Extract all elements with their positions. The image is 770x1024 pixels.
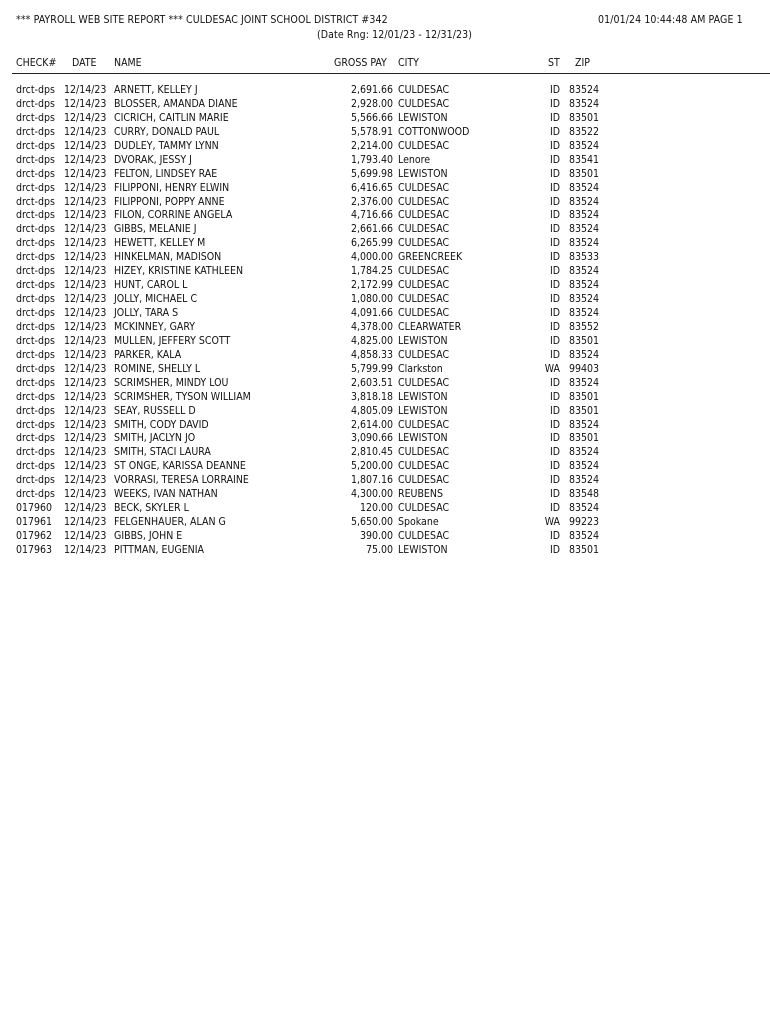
check-date-cell: 12/14/23: [64, 362, 107, 375]
zip-code-cell: 83524: [569, 181, 600, 194]
gross-pay-cell: 75.00: [365, 543, 393, 556]
zip-code-cell: 83524: [569, 502, 600, 515]
gross-pay-cell: 5,699.98: [350, 167, 393, 180]
column-header-check: CHECK#: [16, 57, 57, 69]
city-cell: LEWISTON: [398, 334, 448, 347]
check-number-cell: drct-dps: [16, 362, 55, 375]
table-row: [0, 516, 770, 530]
check-date-cell: 12/14/23: [64, 446, 107, 459]
city-cell: CULDESAC: [398, 223, 450, 236]
table-row: [0, 237, 770, 251]
table-row: [0, 307, 770, 321]
table-row: [0, 154, 770, 168]
table-row: [0, 251, 770, 265]
check-date-cell: 12/14/23: [64, 320, 107, 333]
city-cell: CULDESAC: [398, 84, 450, 96]
check-date-cell: 12/14/23: [64, 97, 107, 110]
state-cell: ID: [549, 209, 560, 222]
gross-pay-cell: 390.00: [359, 530, 393, 542]
table-row: [0, 98, 770, 112]
city-cell: LEWISTON: [398, 167, 448, 180]
zip-code-cell: 83501: [569, 334, 600, 347]
table-row: [0, 460, 770, 474]
gross-pay-cell: 1,793.40: [350, 153, 393, 166]
employee-name-cell: CICRICH, CAITLIN MARIE: [114, 111, 229, 124]
table-row: [0, 432, 770, 446]
gross-pay-cell: 4,300.00: [350, 488, 393, 501]
gross-pay-cell: 2,172.99: [350, 279, 393, 292]
zip-code-cell: 83524: [569, 530, 600, 542]
zip-code-cell: 83501: [569, 111, 600, 124]
state-cell: ID: [549, 418, 560, 431]
zip-code-cell: 83524: [569, 223, 600, 236]
city-cell: CULDESAC: [398, 376, 450, 389]
employee-name-cell: SEAY, RUSSELL D: [114, 404, 196, 417]
city-cell: CULDESAC: [398, 139, 450, 152]
state-cell: ID: [549, 125, 560, 138]
city-cell: CULDESAC: [398, 307, 450, 319]
employee-name-cell: CURRY, DONALD PAUL: [114, 125, 220, 138]
table-row: [0, 446, 770, 460]
state-cell: ID: [549, 460, 560, 473]
employee-name-cell: HIZEY, KRISTINE KATHLEEN: [114, 265, 244, 278]
gross-pay-cell: 2,810.45: [350, 446, 393, 459]
employee-name-cell: HEWETT, KELLEY M: [114, 237, 206, 250]
gross-pay-cell: 4,378.00: [350, 320, 393, 333]
check-date-cell: 12/14/23: [64, 251, 107, 264]
city-cell: CULDESAC: [398, 474, 450, 487]
gross-pay-cell: 2,691.66: [350, 84, 393, 96]
gross-pay-cell: 5,799.99: [350, 362, 393, 375]
zip-code-cell: 83524: [569, 460, 600, 473]
zip-code-cell: 83501: [569, 432, 600, 445]
table-row: [0, 126, 770, 140]
gross-pay-cell: 5,578.91: [350, 125, 393, 138]
table-row: [0, 168, 770, 182]
employee-name-cell: FILIPPONI, POPPY ANNE: [114, 195, 225, 208]
check-number-cell: drct-dps: [16, 488, 55, 501]
state-cell: ID: [549, 251, 560, 264]
gross-pay-cell: 120.00: [359, 502, 393, 515]
zip-code-cell: 83524: [569, 279, 600, 292]
employee-name-cell: JOLLY, TARA S: [114, 307, 179, 319]
zip-code-cell: 99223: [569, 516, 600, 529]
gross-pay-cell: 3,090.66: [350, 432, 393, 445]
employee-name-cell: FELTON, LINDSEY RAE: [114, 167, 218, 180]
check-number-cell: 017963: [16, 543, 53, 556]
state-cell: ID: [549, 181, 560, 194]
table-row: [0, 405, 770, 419]
zip-code-cell: 83524: [569, 446, 600, 459]
gross-pay-cell: 4,091.66: [350, 307, 393, 319]
check-date-cell: 12/14/23: [64, 125, 107, 138]
check-date-cell: 12/14/23: [64, 404, 107, 417]
city-cell: Spokane: [398, 516, 439, 529]
table-row: [0, 502, 770, 516]
check-number-cell: drct-dps: [16, 111, 55, 124]
city-cell: CULDESAC: [398, 237, 450, 250]
table-row: [0, 363, 770, 377]
zip-code-cell: 83501: [569, 404, 600, 417]
gross-pay-cell: 2,661.66: [350, 223, 393, 236]
state-cell: ID: [549, 293, 560, 306]
check-date-cell: 12/14/23: [64, 432, 107, 445]
state-cell: ID: [549, 334, 560, 347]
check-date-cell: 12/14/23: [64, 516, 107, 529]
check-number-cell: drct-dps: [16, 84, 55, 96]
city-cell: CULDESAC: [398, 293, 450, 306]
check-date-cell: 12/14/23: [64, 195, 107, 208]
state-cell: ID: [549, 265, 560, 278]
table-row: [0, 265, 770, 279]
city-cell: REUBENS: [398, 488, 443, 501]
check-date-cell: 12/14/23: [64, 167, 107, 180]
city-cell: CLEARWATER: [398, 320, 462, 333]
gross-pay-cell: 6,416.65: [350, 181, 393, 194]
employee-name-cell: BLOSSER, AMANDA DIANE: [114, 97, 238, 110]
check-number-cell: drct-dps: [16, 237, 55, 250]
state-cell: ID: [549, 530, 560, 542]
check-date-cell: 12/14/23: [64, 84, 107, 96]
state-cell: ID: [549, 320, 560, 333]
city-cell: CULDESAC: [398, 97, 450, 110]
gross-pay-cell: 1,080.00: [350, 293, 393, 306]
check-number-cell: drct-dps: [16, 265, 55, 278]
check-date-cell: 12/14/23: [64, 237, 107, 250]
state-cell: ID: [549, 139, 560, 152]
check-number-cell: drct-dps: [16, 320, 55, 333]
check-date-cell: 12/14/23: [64, 139, 107, 152]
city-cell: COTTONWOOD: [398, 125, 470, 138]
employee-name-cell: ROMINE, SHELLY L: [114, 362, 201, 375]
employee-name-cell: SMITH, JACLYN JO: [114, 432, 196, 445]
state-cell: ID: [549, 488, 560, 501]
zip-code-cell: 83524: [569, 84, 600, 96]
check-date-cell: 12/14/23: [64, 502, 107, 515]
employee-name-cell: BECK, SKYLER L: [114, 502, 189, 515]
state-cell: ID: [549, 307, 560, 319]
check-number-cell: drct-dps: [16, 139, 55, 152]
table-row: [0, 112, 770, 126]
check-number-cell: 017961: [16, 516, 53, 529]
check-date-cell: 12/14/23: [64, 530, 107, 542]
table-row: [0, 84, 770, 98]
employee-name-cell: SMITH, CODY DAVID: [114, 418, 209, 431]
check-number-cell: drct-dps: [16, 446, 55, 459]
state-cell: ID: [549, 376, 560, 389]
table-row: [0, 391, 770, 405]
gross-pay-cell: 2,376.00: [350, 195, 393, 208]
city-cell: CULDESAC: [398, 195, 450, 208]
zip-code-cell: 83552: [569, 320, 600, 333]
zip-code-cell: 83524: [569, 265, 600, 278]
city-cell: CULDESAC: [398, 530, 450, 542]
report-date-range: (Date Rng: 12/01/23 - 12/31/23): [317, 29, 473, 41]
check-number-cell: 017962: [16, 530, 53, 542]
city-cell: CULDESAC: [398, 418, 450, 431]
state-cell: ID: [549, 474, 560, 487]
state-cell: ID: [549, 223, 560, 236]
employee-name-cell: MULLEN, JEFFERY SCOTT: [114, 334, 231, 347]
zip-code-cell: 83522: [569, 125, 600, 138]
city-cell: CULDESAC: [398, 460, 450, 473]
header-divider: [12, 73, 770, 74]
check-date-cell: 12/14/23: [64, 265, 107, 278]
employee-name-cell: JOLLY, MICHAEL C: [114, 293, 198, 306]
state-cell: ID: [549, 404, 560, 417]
employee-name-cell: WEEKS, IVAN NATHAN: [114, 488, 218, 501]
check-number-cell: drct-dps: [16, 195, 55, 208]
check-date-cell: 12/14/23: [64, 474, 107, 487]
city-cell: LEWISTON: [398, 404, 448, 417]
city-cell: GREENCREEK: [398, 251, 463, 264]
check-date-cell: 12/14/23: [64, 209, 107, 222]
zip-code-cell: 83524: [569, 474, 600, 487]
check-number-cell: 017960: [16, 502, 53, 515]
zip-code-cell: 83524: [569, 307, 600, 319]
gross-pay-cell: 2,928.00: [350, 97, 393, 110]
check-number-cell: drct-dps: [16, 97, 55, 110]
gross-pay-cell: 4,825.00: [350, 334, 393, 347]
check-date-cell: 12/14/23: [64, 153, 107, 166]
zip-code-cell: 83524: [569, 195, 600, 208]
check-number-cell: drct-dps: [16, 279, 55, 292]
check-date-cell: 12/14/23: [64, 488, 107, 501]
check-number-cell: drct-dps: [16, 390, 55, 403]
check-date-cell: 12/14/23: [64, 348, 107, 361]
zip-code-cell: 83524: [569, 97, 600, 110]
city-cell: CULDESAC: [398, 209, 450, 222]
check-date-cell: 12/14/23: [64, 376, 107, 389]
gross-pay-cell: 5,566.66: [350, 111, 393, 124]
table-row: [0, 474, 770, 488]
zip-code-cell: 83501: [569, 167, 600, 180]
city-cell: LEWISTON: [398, 543, 448, 556]
table-row: [0, 321, 770, 335]
city-cell: CULDESAC: [398, 446, 450, 459]
check-date-cell: 12/14/23: [64, 390, 107, 403]
table-row: [0, 544, 770, 558]
city-cell: CULDESAC: [398, 181, 450, 194]
table-row: [0, 419, 770, 433]
check-number-cell: drct-dps: [16, 460, 55, 473]
employee-name-cell: DUDLEY, TAMMY LYNN: [114, 139, 219, 152]
gross-pay-cell: 3,818.18: [350, 390, 393, 403]
table-row: [0, 530, 770, 544]
gross-pay-cell: 2,603.51: [350, 376, 393, 389]
zip-code-cell: 83501: [569, 390, 600, 403]
gross-pay-cell: 1,784.25: [350, 265, 393, 278]
gross-pay-cell: 4,858.33: [350, 348, 393, 361]
check-number-cell: drct-dps: [16, 209, 55, 222]
table-row: [0, 349, 770, 363]
zip-code-cell: 83524: [569, 348, 600, 361]
check-number-cell: drct-dps: [16, 167, 55, 180]
check-number-cell: drct-dps: [16, 418, 55, 431]
zip-code-cell: 83541: [569, 153, 600, 166]
employee-name-cell: SMITH, STACI LAURA: [114, 446, 211, 459]
zip-code-cell: 83501: [569, 543, 600, 556]
table-row: [0, 182, 770, 196]
zip-code-cell: 83524: [569, 293, 600, 306]
state-cell: ID: [549, 97, 560, 110]
check-number-cell: drct-dps: [16, 376, 55, 389]
check-date-cell: 12/14/23: [64, 223, 107, 236]
state-cell: WA: [544, 362, 560, 375]
report-title: *** PAYROLL WEB SITE REPORT *** CULDESAC JOINT SCHOOL DISTRICT #342: [16, 14, 388, 26]
state-cell: ID: [549, 84, 560, 96]
state-cell: ID: [549, 111, 560, 124]
employee-name-cell: ST ONGE, KARISSA DEANNE: [114, 460, 246, 473]
employee-name-cell: DVORAK, JESSY J: [114, 153, 192, 166]
employee-name-cell: HINKELMAN, MADISON: [114, 251, 222, 264]
employee-name-cell: FILIPPONI, HENRY ELWIN: [114, 181, 230, 194]
employee-name-cell: FELGENHAUER, ALAN G: [114, 516, 226, 529]
employee-name-cell: SCRIMSHER, MINDY LOU: [114, 376, 229, 389]
table-row: [0, 209, 770, 223]
zip-code-cell: 83524: [569, 237, 600, 250]
city-cell: Lenore: [398, 153, 431, 166]
employee-name-cell: MCKINNEY, GARY: [114, 320, 196, 333]
table-row: [0, 335, 770, 349]
check-number-cell: drct-dps: [16, 404, 55, 417]
gross-pay-cell: 4,716.66: [350, 209, 393, 222]
state-cell: ID: [549, 348, 560, 361]
check-date-cell: 12/14/23: [64, 460, 107, 473]
check-number-cell: drct-dps: [16, 348, 55, 361]
gross-pay-cell: 2,614.00: [350, 418, 393, 431]
check-date-cell: 12/14/23: [64, 418, 107, 431]
check-date-cell: 12/14/23: [64, 111, 107, 124]
check-number-cell: drct-dps: [16, 251, 55, 264]
city-cell: LEWISTON: [398, 111, 448, 124]
table-row: [0, 279, 770, 293]
state-cell: ID: [549, 153, 560, 166]
state-cell: ID: [549, 543, 560, 556]
gross-pay-cell: 5,650.00: [350, 516, 393, 529]
check-date-cell: 12/14/23: [64, 279, 107, 292]
state-cell: ID: [549, 502, 560, 515]
table-row: [0, 488, 770, 502]
gross-pay-cell: 4,000.00: [350, 251, 393, 264]
table-row: [0, 377, 770, 391]
city-cell: CULDESAC: [398, 265, 450, 278]
zip-code-cell: 99403: [569, 362, 600, 375]
employee-name-cell: GIBBS, JOHN E: [114, 530, 183, 542]
check-date-cell: 12/14/23: [64, 334, 107, 347]
column-header-gross-pay: GROSS PAY: [334, 57, 387, 69]
report-datetime-page: 01/01/24 10:44:48 AM PAGE 1: [598, 14, 743, 26]
check-number-cell: drct-dps: [16, 223, 55, 236]
city-cell: LEWISTON: [398, 432, 448, 445]
state-cell: ID: [549, 195, 560, 208]
state-cell: ID: [549, 237, 560, 250]
table-row: [0, 223, 770, 237]
employee-name-cell: ARNETT, KELLEY J: [114, 84, 198, 96]
check-number-cell: drct-dps: [16, 307, 55, 319]
column-header-date: DATE: [72, 57, 97, 69]
zip-code-cell: 83533: [569, 251, 600, 264]
state-cell: ID: [549, 167, 560, 180]
employee-name-cell: HUNT, CAROL L: [114, 279, 188, 292]
employee-name-cell: SCRIMSHER, TYSON WILLIAM: [114, 390, 251, 403]
gross-pay-cell: 2,214.00: [350, 139, 393, 152]
city-cell: CULDESAC: [398, 502, 450, 515]
zip-code-cell: 83524: [569, 376, 600, 389]
zip-code-cell: 83524: [569, 418, 600, 431]
employee-name-cell: FILON, CORRINE ANGELA: [114, 209, 233, 222]
column-header-city: CITY: [398, 57, 419, 69]
state-cell: ID: [549, 279, 560, 292]
payroll-table-body: [0, 84, 770, 558]
employee-name-cell: PARKER, KALA: [114, 348, 182, 361]
check-date-cell: 12/14/23: [64, 543, 107, 556]
gross-pay-cell: 6,265.99: [350, 237, 393, 250]
column-header-state: ST: [548, 57, 560, 69]
check-date-cell: 12/14/23: [64, 307, 107, 319]
zip-code-cell: 83524: [569, 139, 600, 152]
column-header-name: NAME: [114, 57, 142, 69]
zip-code-cell: 83548: [569, 488, 600, 501]
city-cell: CULDESAC: [398, 279, 450, 292]
gross-pay-cell: 4,805.09: [350, 404, 393, 417]
gross-pay-cell: 5,200.00: [350, 460, 393, 473]
table-row: [0, 196, 770, 210]
state-cell: WA: [544, 516, 560, 529]
employee-name-cell: GIBBS, MELANIE J: [114, 223, 197, 236]
check-number-cell: drct-dps: [16, 153, 55, 166]
check-date-cell: 12/14/23: [64, 181, 107, 194]
column-header-zip: ZIP: [575, 57, 590, 69]
table-row: [0, 293, 770, 307]
employee-name-cell: PITTMAN, EUGENIA: [114, 543, 204, 556]
zip-code-cell: 83524: [569, 209, 600, 222]
table-row: [0, 140, 770, 154]
city-cell: LEWISTON: [398, 390, 448, 403]
check-number-cell: drct-dps: [16, 181, 55, 194]
city-cell: CULDESAC: [398, 348, 450, 361]
state-cell: ID: [549, 432, 560, 445]
check-number-cell: drct-dps: [16, 334, 55, 347]
state-cell: ID: [549, 390, 560, 403]
state-cell: ID: [549, 446, 560, 459]
check-number-cell: drct-dps: [16, 125, 55, 138]
city-cell: Clarkston: [398, 362, 443, 375]
employee-name-cell: VORRASI, TERESA LORRAINE: [114, 474, 249, 487]
check-number-cell: drct-dps: [16, 293, 55, 306]
gross-pay-cell: 1,807.16: [350, 474, 393, 487]
check-date-cell: 12/14/23: [64, 293, 107, 306]
check-number-cell: drct-dps: [16, 432, 55, 445]
check-number-cell: drct-dps: [16, 474, 55, 487]
